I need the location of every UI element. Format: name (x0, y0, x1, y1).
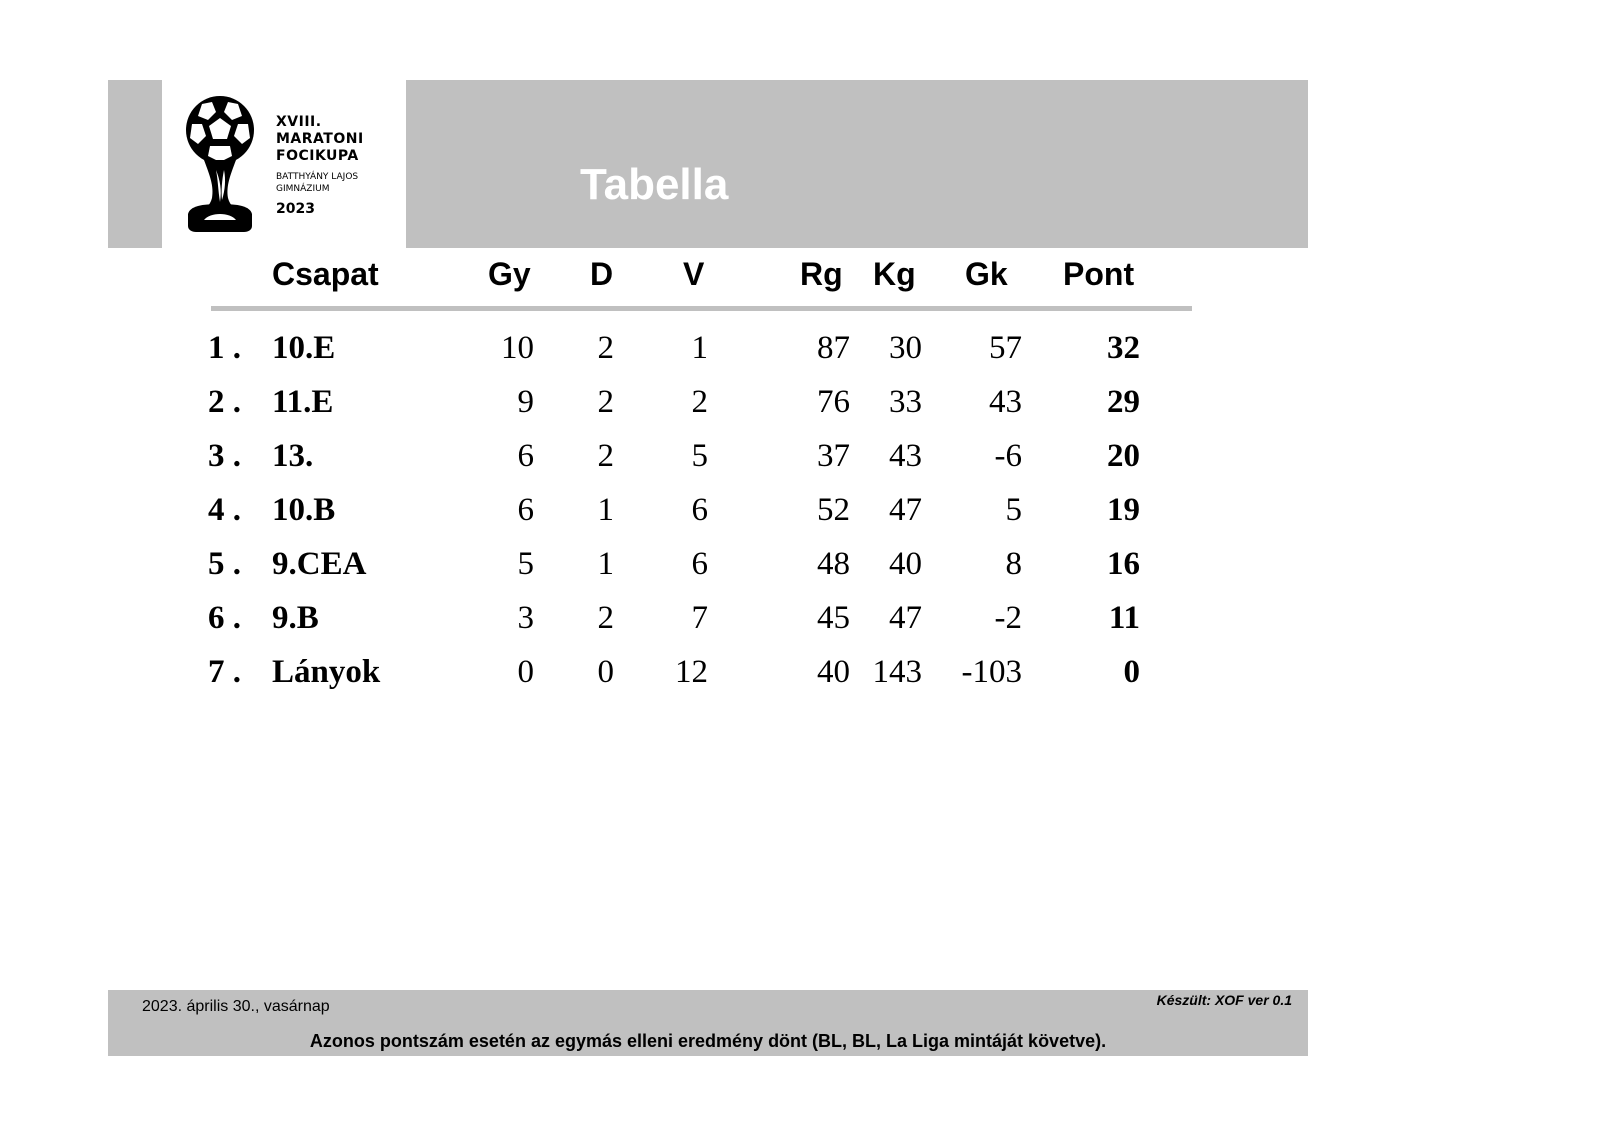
goals-for-cell: 48 (817, 546, 850, 582)
team-cell: 10.B (272, 492, 336, 528)
won-cell: 0 (517, 654, 534, 690)
goals-against-cell: 43 (889, 438, 922, 474)
drawn-cell: 1 (597, 546, 614, 582)
goals-for-cell: 37 (817, 438, 850, 474)
points-cell: 20 (1107, 438, 1140, 474)
goal-diff-cell: 57 (989, 330, 1022, 366)
table-row (0, 652, 1600, 706)
drawn-cell: 2 (597, 330, 614, 366)
points-cell: 11 (1108, 600, 1140, 636)
team-cell: 10.E (272, 330, 336, 366)
rank-cell: 5 . (208, 546, 241, 582)
logo-text (276, 114, 406, 217)
rank-cell: 3 . (208, 438, 241, 474)
won-cell: 6 (517, 438, 534, 474)
goals-against-cell: 143 (872, 654, 922, 690)
goal-diff-cell: 43 (989, 384, 1022, 420)
footer-tiebreak-note: Azonos pontszám esetén az egymás elleni eredmény dönt (BL, BL, La Liga mintáját követve). (309, 1031, 1107, 1051)
rank-cell: 6 . (208, 600, 241, 636)
page-title: Tabella (580, 160, 729, 209)
points-cell: 0 (1123, 654, 1140, 690)
rank-cell: 7 . (208, 654, 241, 690)
rank-cell: 1 . (208, 330, 241, 366)
goals-against-cell: 33 (889, 384, 922, 420)
goals-for-cell: 40 (817, 654, 850, 690)
table-row (0, 544, 1600, 598)
goal-diff-cell: -103 (961, 654, 1022, 690)
points-cell: 16 (1107, 546, 1140, 582)
logo-event-line2: FOCIKUPA (276, 148, 359, 164)
lost-cell: 1 (691, 330, 708, 366)
team-cell: 9.B (272, 600, 319, 636)
goals-for-cell: 45 (817, 600, 850, 636)
logo-event-line1: MARATONI (276, 131, 364, 147)
goals-against-cell: 47 (889, 492, 922, 528)
drawn-cell: 0 (597, 654, 614, 690)
rank-cell: 2 . (208, 384, 241, 420)
lost-cell: 2 (691, 384, 708, 420)
points-cell: 29 (1107, 384, 1140, 420)
logo-edition: XVIII. (276, 114, 322, 130)
column-header-goal-diff: Gk (965, 256, 1008, 292)
team-cell: Lányok (272, 654, 381, 690)
column-header-drawn: D (590, 256, 614, 292)
drawn-cell: 2 (597, 600, 614, 636)
lost-cell: 12 (675, 654, 708, 690)
header-title-band (406, 80, 1308, 248)
points-cell: 19 (1107, 492, 1140, 528)
lost-cell: 5 (691, 438, 708, 474)
column-header-lost: V (683, 256, 705, 292)
lost-cell: 7 (691, 600, 708, 636)
goals-for-cell: 52 (817, 492, 850, 528)
lost-cell: 6 (691, 546, 708, 582)
column-header-goals-for: Rg (800, 256, 843, 292)
table-row (0, 598, 1600, 652)
goal-diff-cell: 5 (1005, 492, 1022, 528)
footer-made-by: Készült: XOF ver 0.1 (1156, 992, 1292, 1008)
table-row (0, 436, 1600, 490)
logo-year: 2023 (276, 201, 315, 217)
column-header-goals-against: Kg (873, 256, 916, 292)
drawn-cell: 2 (597, 438, 614, 474)
logo-school-line2: GIMNÁZIUM (276, 184, 330, 194)
goals-against-cell: 40 (889, 546, 922, 582)
team-cell: 9.CEA (272, 546, 367, 582)
trophy-football-icon (180, 94, 260, 234)
footer-date: 2023. április 30., vasárnap (142, 998, 330, 1015)
column-header-points: Pont (1063, 256, 1135, 292)
goals-for-cell: 76 (817, 384, 850, 420)
column-header-won: Gy (488, 256, 531, 292)
table-row (0, 490, 1600, 544)
drawn-cell: 1 (597, 492, 614, 528)
won-cell: 10 (501, 330, 534, 366)
lost-cell: 6 (691, 492, 708, 528)
table-row (0, 328, 1600, 382)
logo-school-line1: BATTHYÁNY LAJOS (276, 172, 359, 182)
goals-against-cell: 30 (889, 330, 922, 366)
team-cell: 11.E (272, 384, 334, 420)
won-cell: 5 (517, 546, 534, 582)
team-cell: 13. (272, 438, 314, 474)
drawn-cell: 2 (597, 384, 614, 420)
won-cell: 6 (517, 492, 534, 528)
goal-diff-cell: 8 (1005, 546, 1022, 582)
goals-against-cell: 47 (889, 600, 922, 636)
goal-diff-cell: -2 (994, 600, 1022, 636)
goal-diff-cell: -6 (994, 438, 1022, 474)
column-header-team: Csapat (272, 256, 379, 292)
won-cell: 9 (517, 384, 534, 420)
won-cell: 3 (517, 600, 534, 636)
rank-cell: 4 . (208, 492, 241, 528)
points-cell: 32 (1107, 330, 1140, 366)
header-left-band (108, 80, 162, 248)
table-row (0, 382, 1600, 436)
goals-for-cell: 87 (817, 330, 850, 366)
header-divider (211, 306, 1192, 311)
